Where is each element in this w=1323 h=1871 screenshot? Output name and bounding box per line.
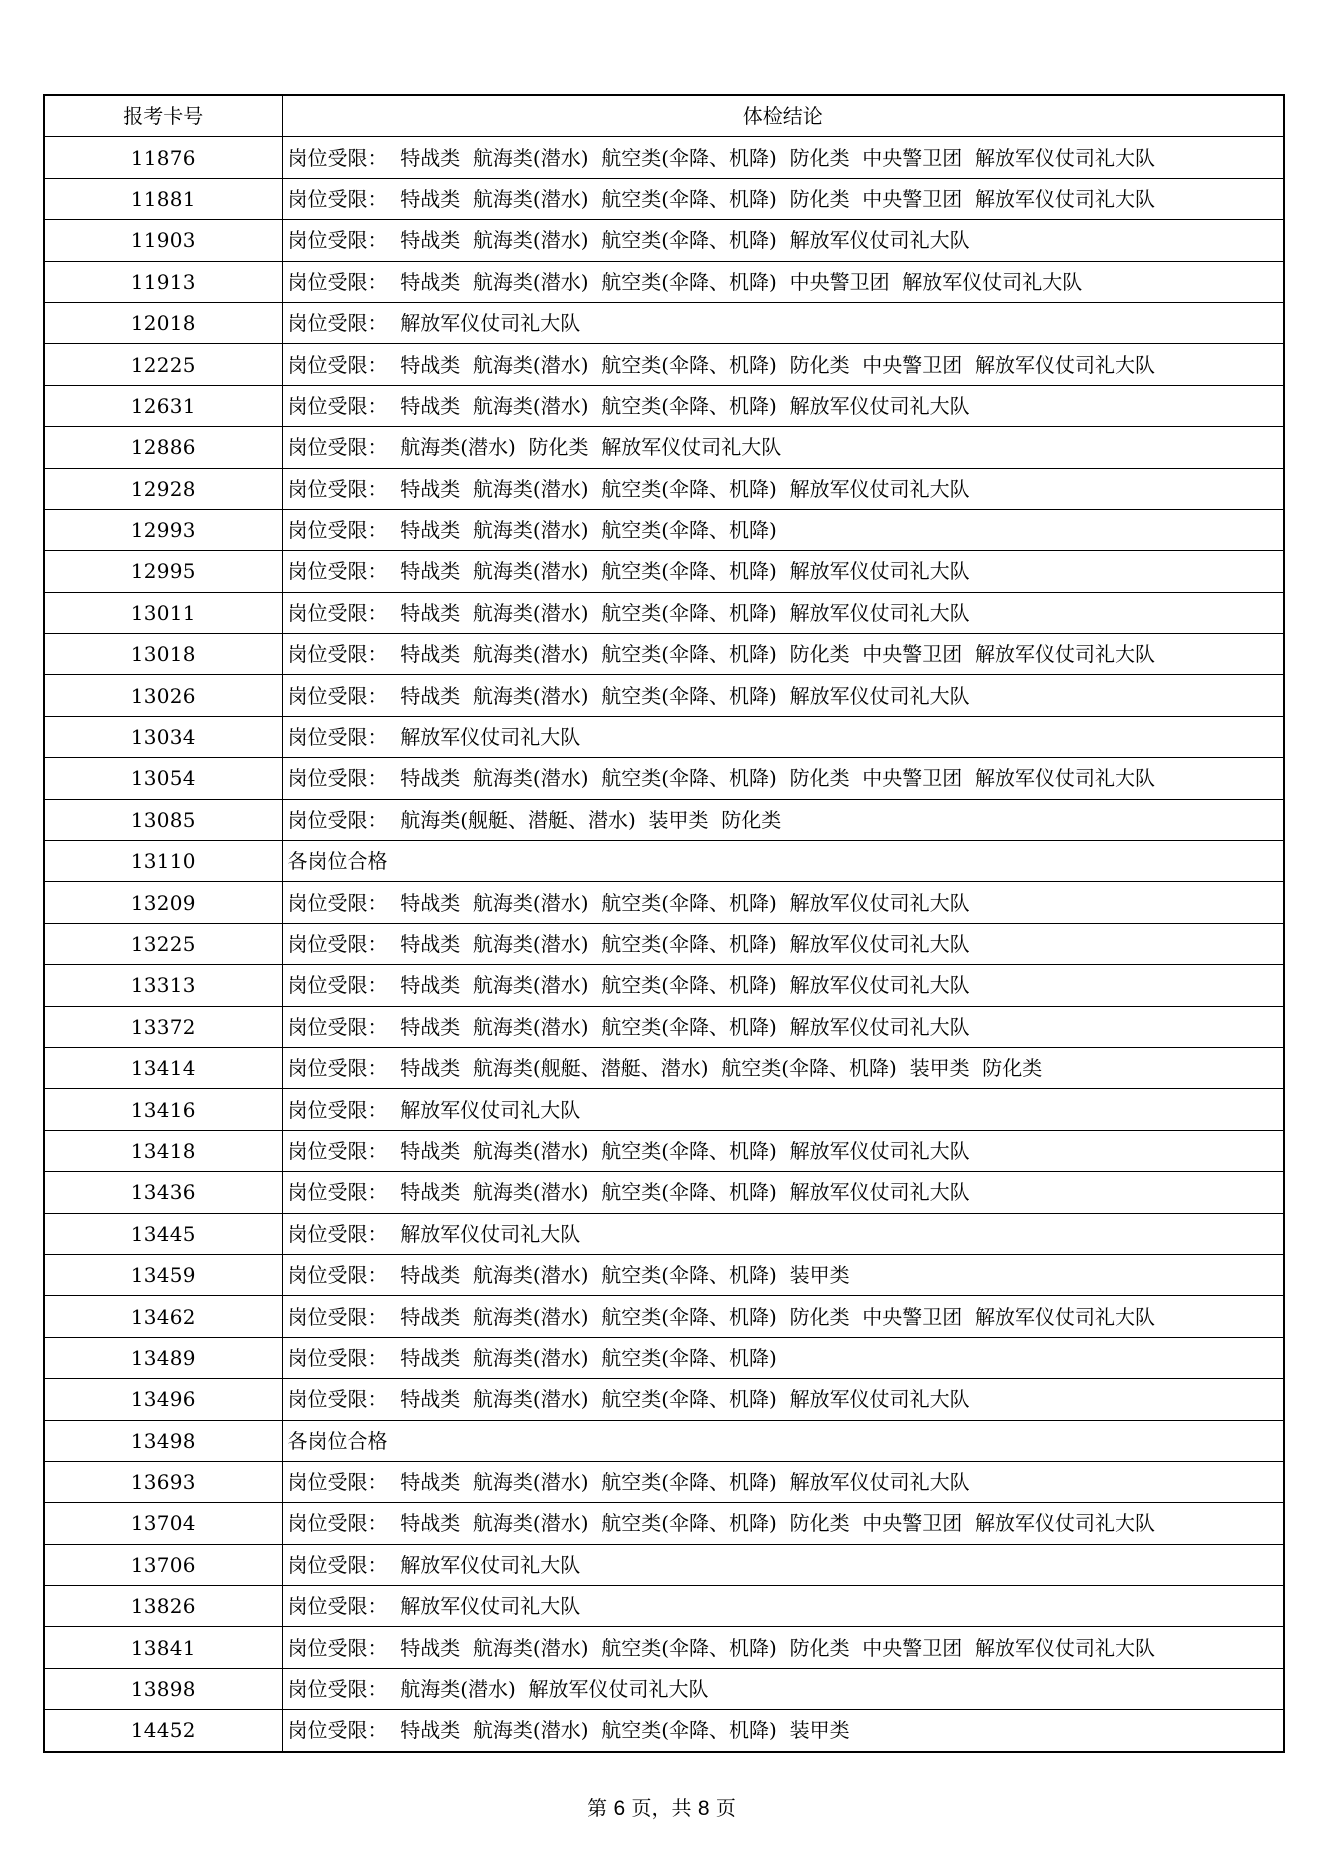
card-number-cell: 12886: [44, 427, 282, 468]
table-row: [44, 592, 1284, 633]
exam-conclusion-cell: 岗位受限： 解放军仪仗司礼大队: [282, 1213, 1284, 1254]
card-number-cell: 13841: [44, 1627, 282, 1668]
exam-conclusion-cell: 岗位受限： 特战类 航海类(潜水) 航空类(伞降、机降) 解放军仪仗司礼大队: [282, 592, 1284, 633]
table-row: [44, 1172, 1284, 1213]
table-row: [44, 923, 1284, 964]
table-row: [44, 220, 1284, 261]
card-number-cell: 13416: [44, 1089, 282, 1130]
card-number-cell: 13898: [44, 1668, 282, 1709]
table-row: [44, 1047, 1284, 1088]
table-row: [44, 1544, 1284, 1585]
card-number-cell: 13209: [44, 882, 282, 923]
card-number-cell: 11876: [44, 137, 282, 178]
exam-conclusion-cell: 岗位受限： 特战类 航海类(潜水) 航空类(伞降、机降) 解放军仪仗司礼大队: [282, 923, 1284, 964]
card-number-cell: 13418: [44, 1130, 282, 1171]
card-number-cell: 14452: [44, 1710, 282, 1752]
exam-conclusion-cell: 岗位受限： 航海类(潜水) 防化类 解放军仪仗司礼大队: [282, 427, 1284, 468]
card-number-cell: 13414: [44, 1047, 282, 1088]
exam-conclusion-cell: 岗位受限： 航海类(潜水) 解放军仪仗司礼大队: [282, 1668, 1284, 1709]
table-row: [44, 385, 1284, 426]
table-row: [44, 344, 1284, 385]
table-row: [44, 1213, 1284, 1254]
card-number-cell: 11913: [44, 261, 282, 302]
footer-middle: 页，共: [631, 1796, 692, 1820]
exam-conclusion-cell: 岗位受限： 特战类 航海类(潜水) 航空类(伞降、机降) 解放军仪仗司礼大队: [282, 468, 1284, 509]
card-number-cell: 13496: [44, 1379, 282, 1420]
card-number-cell: 13826: [44, 1586, 282, 1627]
table-row: [44, 716, 1284, 757]
card-number-cell: 13489: [44, 1337, 282, 1378]
exam-conclusion-cell: 岗位受限： 特战类 航海类(舰艇、潜艇、潜水) 航空类(伞降、机降) 装甲类 防化类: [282, 1047, 1284, 1088]
table-row: [44, 1461, 1284, 1502]
exam-conclusion-cell: 岗位受限： 特战类 航海类(潜水) 航空类(伞降、机降) 防化类 中央警卫团 解放军仪仗司礼大队: [282, 1296, 1284, 1337]
exam-conclusion-cell: 岗位受限： 特战类 航海类(潜水) 航空类(伞降、机降) 解放军仪仗司礼大队: [282, 1006, 1284, 1047]
table-row: [44, 634, 1284, 675]
card-number-cell: 13110: [44, 841, 282, 882]
exam-conclusion-cell: 岗位受限： 特战类 航海类(潜水) 航空类(伞降、机降) 解放军仪仗司礼大队: [282, 1379, 1284, 1420]
table-row: [44, 1006, 1284, 1047]
exam-conclusion-cell: 岗位受限： 特战类 航海类(潜水) 航空类(伞降、机降) 解放军仪仗司礼大队: [282, 882, 1284, 923]
header-exam-conclusion: 体检结论: [282, 95, 1284, 137]
table-row: [44, 1586, 1284, 1627]
card-number-cell: 12993: [44, 509, 282, 550]
exam-conclusion-cell: 岗位受限： 解放军仪仗司礼大队: [282, 1544, 1284, 1585]
exam-conclusion-cell: 岗位受限： 特战类 航海类(潜水) 航空类(伞降、机降) 解放军仪仗司礼大队: [282, 965, 1284, 1006]
table-row: [44, 1089, 1284, 1130]
exam-conclusion-cell: 岗位受限： 特战类 航海类(潜水) 航空类(伞降、机降) 解放军仪仗司礼大队: [282, 551, 1284, 592]
exam-conclusion-cell: 岗位受限： 特战类 航海类(潜水) 航空类(伞降、机降) 防化类 中央警卫团 解放军仪仗司礼大队: [282, 758, 1284, 799]
exam-conclusion-cell: 岗位受限： 航海类(舰艇、潜艇、潜水) 装甲类 防化类: [282, 799, 1284, 840]
card-number-cell: 12928: [44, 468, 282, 509]
table-row: [44, 302, 1284, 343]
card-number-cell: 13018: [44, 634, 282, 675]
exam-conclusion-cell: 岗位受限： 特战类 航海类(潜水) 航空类(伞降、机降) 中央警卫团 解放军仪仗司礼大队: [282, 261, 1284, 302]
table-row: [44, 799, 1284, 840]
card-number-cell: 13225: [44, 923, 282, 964]
table-row: [44, 137, 1284, 178]
table-row: [44, 1379, 1284, 1420]
table-row: [44, 882, 1284, 923]
card-number-cell: 13704: [44, 1503, 282, 1544]
card-number-cell: 12631: [44, 385, 282, 426]
exam-conclusion-cell: 岗位受限： 特战类 航海类(潜水) 航空类(伞降、机降) 防化类 中央警卫团 解放军仪仗司礼大队: [282, 178, 1284, 219]
exam-conclusion-cell: 各岗位合格: [282, 1420, 1284, 1461]
exam-conclusion-cell: 岗位受限： 特战类 航海类(潜水) 航空类(伞降、机降) 防化类 中央警卫团 解放军仪仗司礼大队: [282, 344, 1284, 385]
card-number-cell: 11903: [44, 220, 282, 261]
exam-conclusion-cell: 岗位受限： 特战类 航海类(潜水) 航空类(伞降、机降) 解放军仪仗司礼大队: [282, 1172, 1284, 1213]
page-footer: [0, 1798, 1323, 1819]
exam-conclusion-cell: 岗位受限： 特战类 航海类(潜水) 航空类(伞降、机降) 解放军仪仗司礼大队: [282, 220, 1284, 261]
footer-suffix: 页: [715, 1796, 736, 1820]
exam-conclusion-cell: 岗位受限： 特战类 航海类(潜水) 航空类(伞降、机降) 解放军仪仗司礼大队: [282, 385, 1284, 426]
exam-conclusion-cell: 岗位受限： 解放军仪仗司礼大队: [282, 716, 1284, 757]
exam-conclusion-cell: 岗位受限： 解放军仪仗司礼大队: [282, 302, 1284, 343]
card-number-cell: 13372: [44, 1006, 282, 1047]
exam-conclusion-cell: 岗位受限： 特战类 航海类(潜水) 航空类(伞降、机降) 装甲类: [282, 1254, 1284, 1295]
table-row: [44, 841, 1284, 882]
exam-conclusion-cell: 岗位受限： 特战类 航海类(潜水) 航空类(伞降、机降) 解放军仪仗司礼大队: [282, 1461, 1284, 1502]
exam-conclusion-cell: 岗位受限： 特战类 航海类(潜水) 航空类(伞降、机降) 装甲类: [282, 1710, 1284, 1752]
card-number-cell: 13445: [44, 1213, 282, 1254]
exam-results-table: [43, 94, 1285, 1753]
exam-conclusion-cell: 岗位受限： 特战类 航海类(潜水) 航空类(伞降、机降): [282, 509, 1284, 550]
exam-conclusion-cell: 岗位受限： 特战类 航海类(潜水) 航空类(伞降、机降) 解放军仪仗司礼大队: [282, 1130, 1284, 1171]
table-row: [44, 1296, 1284, 1337]
footer-prefix: 第: [587, 1796, 608, 1820]
table-row: [44, 1420, 1284, 1461]
table-row: [44, 178, 1284, 219]
header-card-number: 报考卡号: [44, 95, 282, 137]
table-row: [44, 427, 1284, 468]
card-number-cell: 13034: [44, 716, 282, 757]
table-header-row: [44, 95, 1284, 137]
exam-conclusion-cell: 岗位受限： 解放军仪仗司礼大队: [282, 1089, 1284, 1130]
table-row: [44, 261, 1284, 302]
card-number-cell: 13054: [44, 758, 282, 799]
exam-conclusion-cell: 岗位受限： 特战类 航海类(潜水) 航空类(伞降、机降) 防化类 中央警卫团 解放军仪仗司礼大队: [282, 137, 1284, 178]
current-page-number: 6: [613, 1797, 626, 1820]
table-row: [44, 675, 1284, 716]
table-row: [44, 965, 1284, 1006]
table-row: [44, 509, 1284, 550]
exam-conclusion-cell: 岗位受限： 特战类 航海类(潜水) 航空类(伞降、机降) 防化类 中央警卫团 解放军仪仗司礼大队: [282, 1503, 1284, 1544]
table-row: [44, 1254, 1284, 1295]
card-number-cell: 13706: [44, 1544, 282, 1585]
card-number-cell: 13026: [44, 675, 282, 716]
card-number-cell: 13459: [44, 1254, 282, 1295]
card-number-cell: 13085: [44, 799, 282, 840]
table-row: [44, 1337, 1284, 1378]
card-number-cell: 13498: [44, 1420, 282, 1461]
card-number-cell: 13693: [44, 1461, 282, 1502]
card-number-cell: 12995: [44, 551, 282, 592]
card-number-cell: 13436: [44, 1172, 282, 1213]
exam-conclusion-cell: 岗位受限： 特战类 航海类(潜水) 航空类(伞降、机降) 防化类 中央警卫团 解放军仪仗司礼大队: [282, 634, 1284, 675]
table-row: [44, 758, 1284, 799]
total-page-number: 8: [697, 1797, 710, 1820]
card-number-cell: 12018: [44, 302, 282, 343]
table-row: [44, 1503, 1284, 1544]
table-row: [44, 551, 1284, 592]
card-number-cell: 13462: [44, 1296, 282, 1337]
card-number-cell: 12225: [44, 344, 282, 385]
table-row: [44, 1668, 1284, 1709]
table-body: [44, 137, 1284, 1752]
table-row: [44, 1130, 1284, 1171]
card-number-cell: 13011: [44, 592, 282, 633]
card-number-cell: 11881: [44, 178, 282, 219]
exam-conclusion-cell: 岗位受限： 特战类 航海类(潜水) 航空类(伞降、机降): [282, 1337, 1284, 1378]
exam-conclusion-cell: 各岗位合格: [282, 841, 1284, 882]
table-row: [44, 1710, 1284, 1752]
exam-conclusion-cell: 岗位受限： 特战类 航海类(潜水) 航空类(伞降、机降) 解放军仪仗司礼大队: [282, 675, 1284, 716]
exam-conclusion-cell: 岗位受限： 特战类 航海类(潜水) 航空类(伞降、机降) 防化类 中央警卫团 解放军仪仗司礼大队: [282, 1627, 1284, 1668]
card-number-cell: 13313: [44, 965, 282, 1006]
table-row: [44, 1627, 1284, 1668]
exam-conclusion-cell: 岗位受限： 解放军仪仗司礼大队: [282, 1586, 1284, 1627]
table-row: [44, 468, 1284, 509]
